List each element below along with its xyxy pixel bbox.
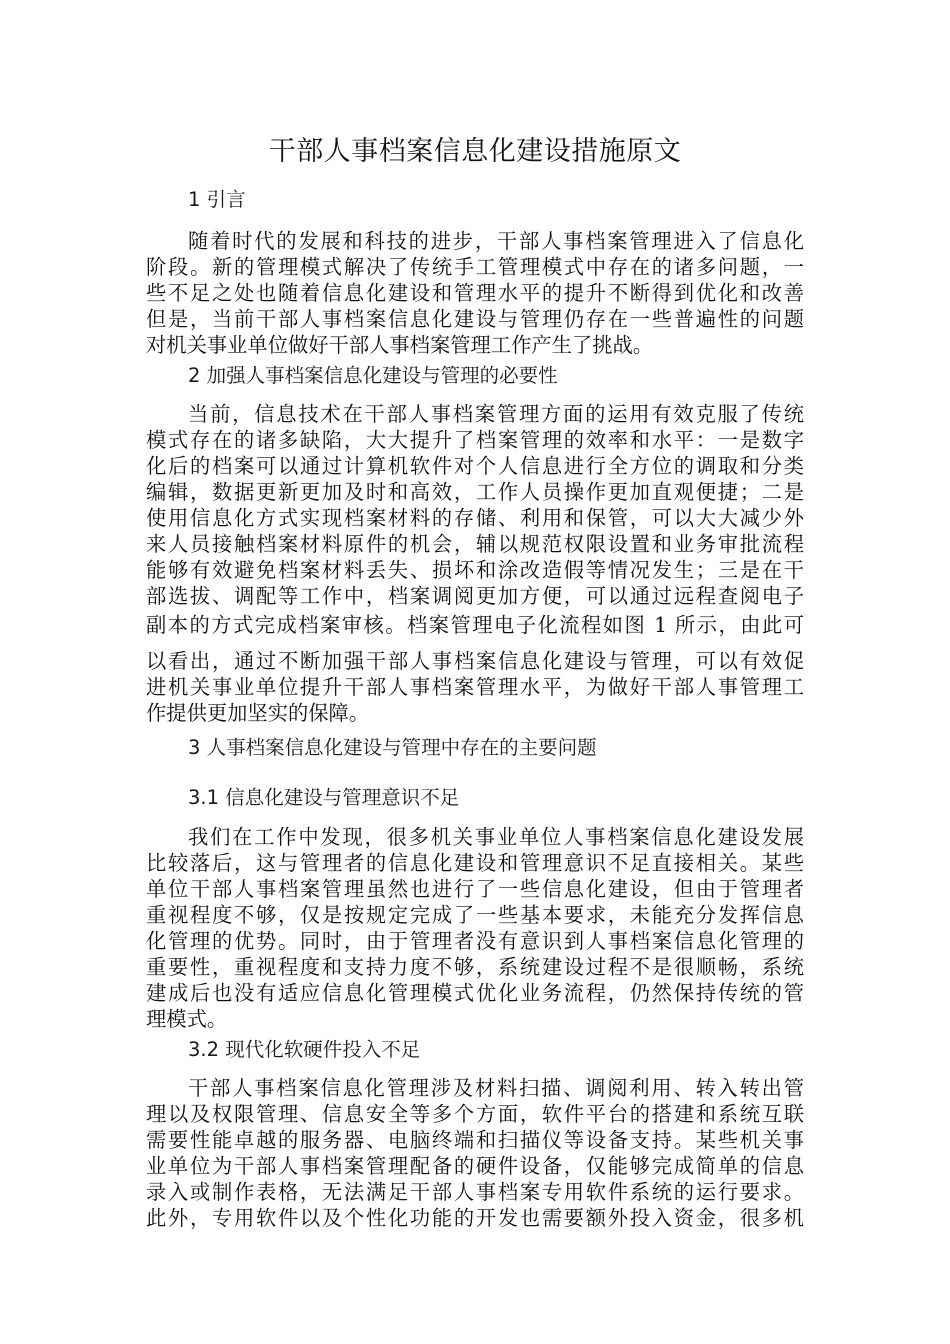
paragraph-line: 编辑，数据更新更加及时和高效，工作人员操作更加直观便捷；二是 <box>146 480 804 504</box>
paragraph-line: 我们在工作中发现，很多机关事业单位人事档案信息化建设发展 <box>188 825 804 849</box>
paragraph-line: 业单位为干部人事档案管理配备的硬件设备，仅能够完成简单的信息 <box>146 1154 804 1178</box>
paragraph-line: 部选拔、调配等工作中，档案调阅更加方便，可以通过远程查阅电子 <box>146 584 804 608</box>
document-title: 干部人事档案信息化建设措施原文 <box>268 136 682 167</box>
paragraph-line: 单位干部人事档案管理虽然也进行了一些信息化建设，但由于管理者 <box>146 877 804 901</box>
paragraph-line: 副本的方式完成档案审核。档案管理电子化流程如图 1 所示，由此可 <box>146 613 804 637</box>
paragraph-line: 作提供更加坚实的保障。 <box>146 701 370 725</box>
paragraph-line: 使用信息化方式实现档案材料的存储、利用和保管，可以大大减少外 <box>146 506 804 530</box>
paragraph-line: 理以及权限管理、信息安全等多个方面，软件平台的搭建和系统互联 <box>146 1102 804 1126</box>
paragraph-line: 重视程度不够，仅是按规定完成了一些基本要求，未能充分发挥信息 <box>146 903 804 927</box>
paragraph-line: 当前，信息技术在干部人事档案管理方面的运用有效克服了传统 <box>188 402 804 426</box>
paragraph-line: 化管理的优势。同时，由于管理者没有意识到人事档案信息化管理的 <box>146 929 804 953</box>
paragraph-line: 干部人事档案信息化管理涉及材料扫描、调阅利用、转入转出管 <box>188 1076 804 1100</box>
paragraph-line: 化后的档案可以通过计算机软件对个人信息进行全方位的调取和分类 <box>146 454 804 478</box>
paragraph-line: 阶段。新的管理模式解决了传统手工管理模式中存在的诸多问题，一 <box>146 255 804 279</box>
paragraph-line: 理模式。 <box>146 1007 228 1031</box>
section-heading-2: 2 加强人事档案信息化建设与管理的必要性 <box>188 364 558 387</box>
paragraph-line: 需要性能卓越的服务器、电脑终端和扫描仪等设备支持。某些机关事 <box>146 1128 804 1152</box>
paragraph-line: 比较落后，这与管理者的信息化建设和管理意识不足直接相关。某些 <box>146 851 804 875</box>
paragraph-line: 来人员接触档案材料原件的机会，辅以规范权限设置和业务审批流程 <box>146 532 804 556</box>
paragraph-line: 随着时代的发展和科技的进步，干部人事档案管理进入了信息化 <box>188 229 804 253</box>
paragraph-line: 重要性，重视程度和支持力度不够，系统建设过程不是很顺畅，系统 <box>146 955 804 979</box>
paragraph-line: 模式存在的诸多缺陷，大大提升了档案管理的效率和水平：一是数字 <box>146 428 804 452</box>
paragraph-line: 进机关事业单位提升干部人事档案管理水平，为做好干部人事管理工 <box>146 675 804 699</box>
paragraph-line: 能够有效避免档案材料丢失、损坏和涂改造假等情况发生；三是在干 <box>146 558 804 582</box>
paragraph-line: 但是，当前干部人事档案信息化建设与管理仍存在一些普遍性的问题 <box>146 307 804 331</box>
paragraph-line: 录入或制作表格，无法满足干部人事档案专用软件系统的运行要求。 <box>146 1180 804 1204</box>
section-heading-3-1: 3.1 信息化建设与管理意识不足 <box>188 786 460 809</box>
section-heading-3: 3 人事档案信息化建设与管理中存在的主要问题 <box>188 736 597 759</box>
paragraph-line: 此外，专用软件以及个性化功能的开发也需要额外投入资金，很多机 <box>146 1206 804 1230</box>
paragraph-line: 以看出，通过不断加强干部人事档案信息化建设与管理，可以有效促 <box>146 649 804 673</box>
paragraph-line: 建成后也没有适应信息化管理模式优化业务流程，仍然保持传统的管 <box>146 981 804 1005</box>
paragraph-line: 对机关事业单位做好干部人事档案管理工作产生了挑战。 <box>146 333 654 357</box>
section-heading-1: 1 引言 <box>188 188 246 211</box>
paragraph-line: 些不足之处也随着信息化建设和管理水平的提升不断得到优化和改善 <box>146 281 804 305</box>
section-heading-3-2: 3.2 现代化软硬件投入不足 <box>188 1038 421 1061</box>
